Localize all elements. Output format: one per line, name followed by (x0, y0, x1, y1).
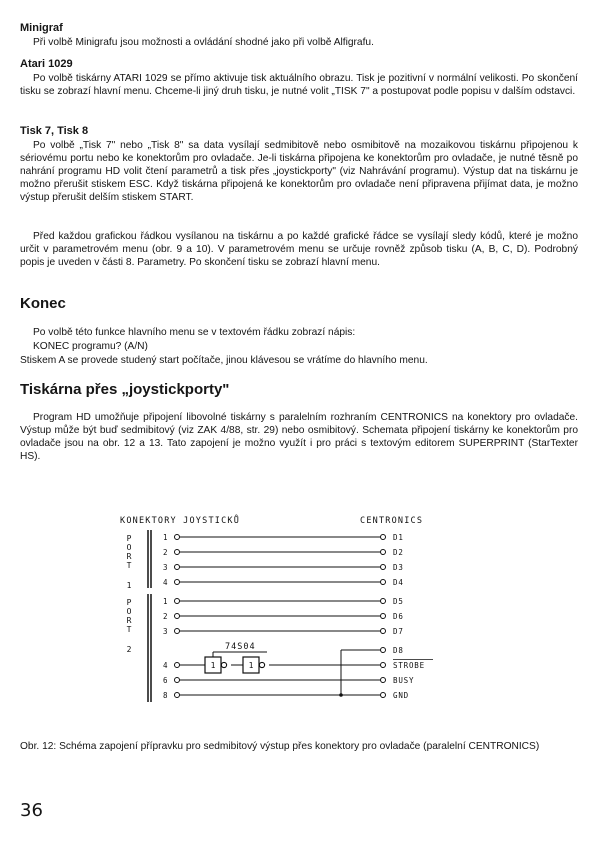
pin-label: 4 (163, 661, 168, 670)
inverter-mark: 1 (210, 661, 216, 670)
output-label: GND (393, 691, 409, 700)
pin-label: 6 (163, 676, 168, 685)
paragraph-tisk78-1: Po volbě „Tisk 7" nebo „Tisk 8" sa data vysílají sedmibitově nebo osmibitově na mozaikovou tiskárnu připojenou k sériovému portu nebo ke konektorům pro ovladače. Je-li tiskárna připojena ke konektorům pro ovladače, je nutné těsně po nahrání programu HD volit čtení parametrů a tisk přes „joystickporty" (viz Nahrávání programu). Výstup dat na tiskárnu je možno přerušit stiskem ESC. Když tiskárna připojená ke konektorům pro ovladače není připravena přijímat data, je možno výstup přerušit delším stiskem START. (20, 140, 578, 203)
right-terminal (381, 648, 386, 653)
output-label: D5 (393, 597, 404, 606)
port-2-letter: R (126, 616, 132, 625)
left-terminal (175, 599, 180, 604)
pin-label: 2 (163, 612, 168, 621)
output-label: D6 (393, 612, 404, 621)
right-terminal (381, 693, 386, 698)
left-terminal (175, 678, 180, 683)
paragraph-atari: Po volbě tiskárny ATARI 1029 se přímo aktivuje tisk aktuálního obrazu. Tisk je pozitivní v normální velikosti. Po skončení tisku se zobrazí hlavní menu. Chceme-li jiný druh tisku, je nutné volit „TISK 7" a postupovat podle popisu v dalším odstavci. (20, 73, 578, 97)
port-2-label (127, 598, 132, 654)
konec-line-2: KONEC programu? (A/N) (33, 341, 148, 352)
port-2-letter: O (126, 607, 132, 616)
pin-label: 4 (163, 578, 168, 587)
right-terminal (381, 629, 386, 634)
inverter-gates (205, 652, 267, 673)
left-terminal (175, 565, 180, 570)
port-2-letter: T (126, 625, 132, 634)
left-terminal (175, 663, 180, 668)
port-1-letter: O (126, 543, 132, 552)
right-terminal (381, 535, 386, 540)
chip-label: 74S04 (225, 642, 256, 652)
schematic-left-title: KONEKTORY JOYSTICKŮ (120, 516, 241, 526)
heading-tisk78: Tisk 7, Tisk 8 (20, 125, 89, 137)
port-2-letter: P (126, 598, 132, 607)
port-1-letter: R (126, 552, 132, 561)
output-label: D2 (393, 548, 404, 557)
right-terminal (381, 550, 386, 555)
paragraph-minigraf: Při volbě Minigrafu jsou možnosti a ovládání shodné jako při volbě Alfigrafu. (33, 37, 374, 48)
right-terminal (381, 663, 386, 668)
right-terminal (381, 614, 386, 619)
konec-line-1: Po volbě této funkce hlavního menu se v textovém řádku zobrazí nápis: (33, 327, 356, 338)
output-label: D1 (393, 533, 404, 542)
port-1-letter: 1 (126, 581, 132, 590)
heading-tiskarna: Tiskárna přes „joystickporty" (20, 381, 230, 398)
output-label: D4 (393, 578, 404, 587)
output-label: D8 (393, 646, 404, 655)
connector-bars (148, 530, 151, 702)
heading-minigraf: Minigraf (20, 22, 63, 34)
schematic-right-title: CENTRONICS (360, 516, 424, 526)
inverter-bubble (221, 662, 226, 667)
output-label: STROBE (393, 661, 425, 670)
pin-labels (163, 533, 168, 700)
figure-caption: Obr. 12: Schéma zapojení přípravku pro sedmibitový výstup přes konektory pro ovladače (paralelní CENTRONICS) (20, 741, 540, 752)
right-terminal (381, 599, 386, 604)
left-terminal (175, 629, 180, 634)
inverter-mark: 1 (248, 661, 254, 670)
port-1-label (127, 534, 132, 590)
heading-konec: Konec (20, 295, 66, 312)
heading-atari: Atari 1029 (20, 58, 73, 70)
port-2-letter: 2 (126, 645, 132, 654)
left-terminal (175, 580, 180, 585)
left-terminal (175, 535, 180, 540)
left-terminal (175, 550, 180, 555)
inverter-bubble (259, 662, 264, 667)
pin-label: 1 (163, 597, 168, 606)
junction-dot (339, 693, 343, 697)
right-terminal (381, 565, 386, 570)
left-terminal (175, 614, 180, 619)
pin-label: 3 (163, 627, 168, 636)
wiring-schematic (115, 510, 455, 715)
pin-label: 1 (163, 533, 168, 542)
paragraph-tiskarna: Program HD umožňuje připojení libovolné tiskárny s paralelním rozhraním CENTRONICS na konektory pro ovladače. Výstup může být buď sedmibitový (viz ZAK 4/88, str. 29) nebo osmibitový. Schemata připojení tiskárny ke konektorům pro ovladače jsou na obr. 12 a 13. Tato zapojení je možno využít i pro práci s textovým editorem SUPERPRINT (StarTexter HS). (20, 412, 578, 462)
left-terminal (175, 693, 180, 698)
pin-label: 2 (163, 548, 168, 557)
output-label: BUSY (393, 676, 415, 685)
output-label: D3 (393, 563, 404, 572)
port-1-letter: P (126, 534, 132, 543)
port-1-letter: T (126, 561, 132, 570)
paragraph-tisk78-2: Před každou grafickou řádkou vysílanou na tiskárnu a po každé grafické řádce se vysílají sledy kódů, které je možno určit v parametrovém menu (obr. 9 a 10). V parametrovém menu se určuje rovněž způsob tisku (A, B, C, D). Podrobný popis je uveden v části 8. Parametry. Po skončení tisku se zobrazí hlavní menu. (20, 231, 578, 268)
output-labels (393, 533, 433, 700)
right-terminal (381, 580, 386, 585)
pin-label: 3 (163, 563, 168, 572)
right-terminal (381, 678, 386, 683)
pin-label: 8 (163, 691, 168, 700)
output-label: D7 (393, 627, 404, 636)
page-number: 36 (20, 800, 43, 821)
konec-line-3: Stiskem A se provede studený start počítače, jinou klávesou se vrátíme do hlavního menu. (20, 355, 428, 366)
